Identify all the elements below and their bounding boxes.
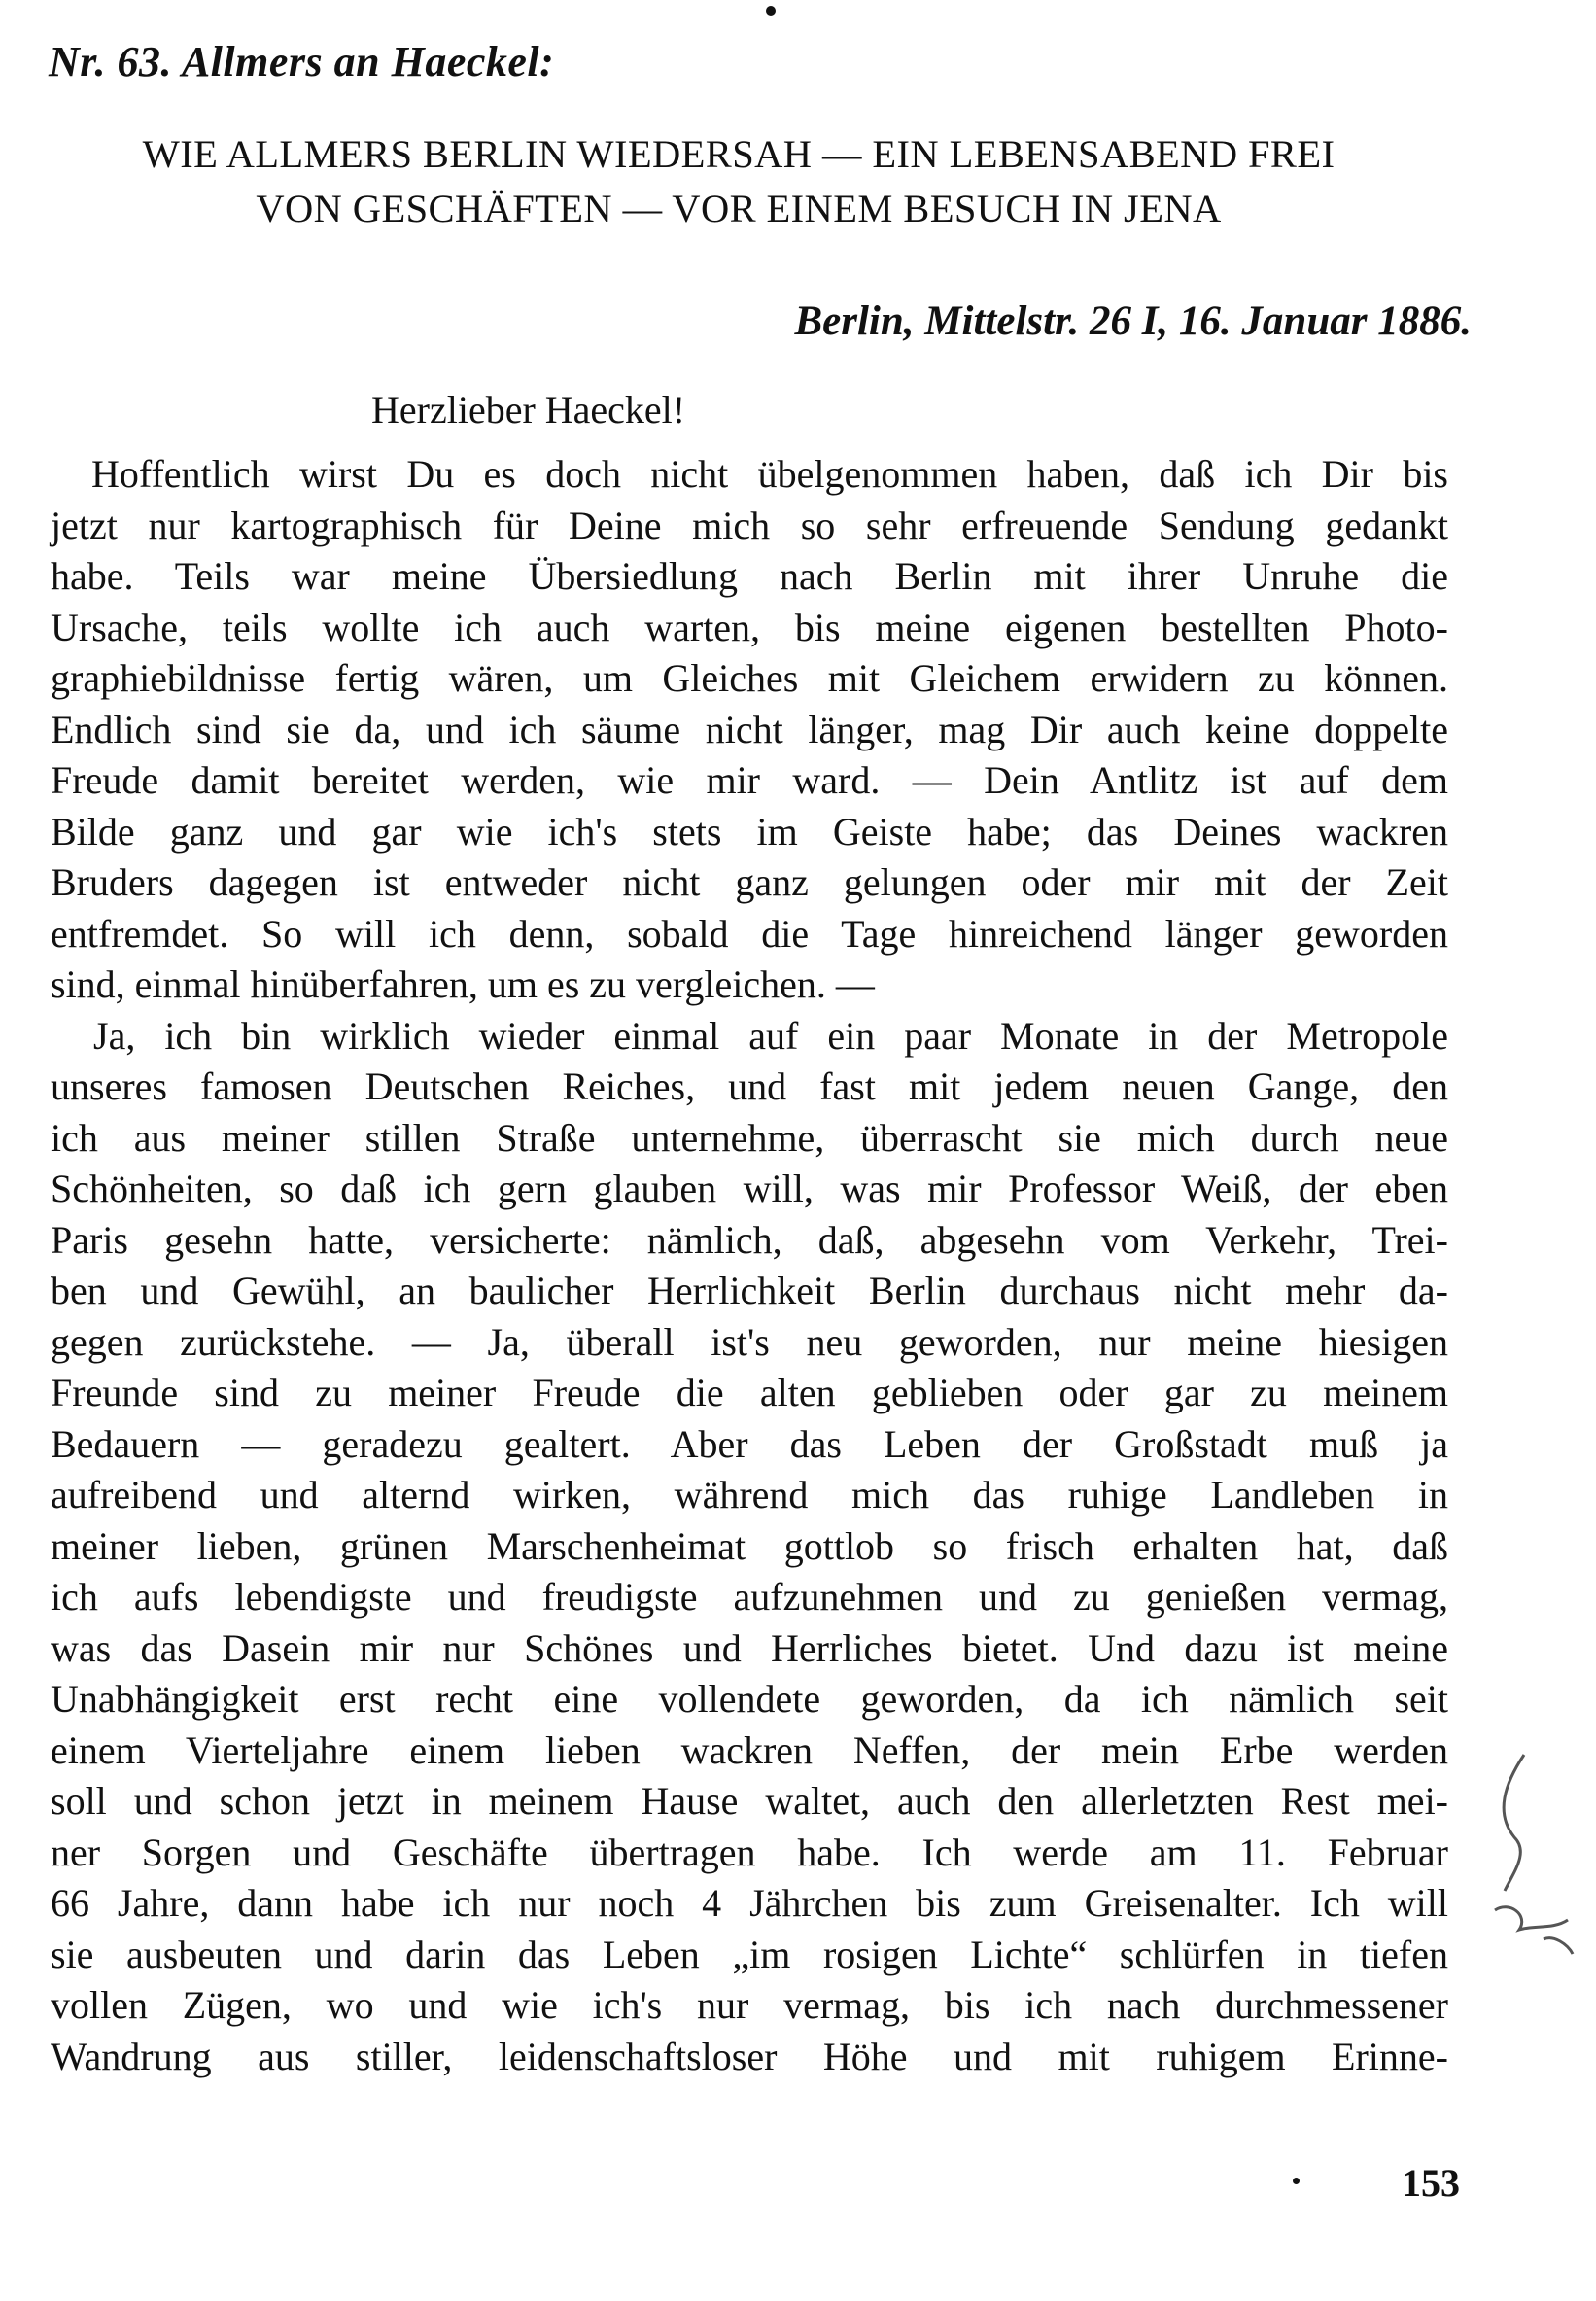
page-number: 153 — [1402, 2161, 1460, 2205]
letter-body — [51, 449, 1448, 2082]
body-line: Freunde sind zu meiner Freude die alten geblieben oder gar zu meinem — [51, 1371, 1448, 1414]
body-line: aufreibend und alternd wirken, während mich das ruhige Landleben in — [51, 1473, 1448, 1517]
body-line: ben und Gewühl, an baulicher Herrlichkeit Berlin durchaus nicht mehr da- — [51, 1269, 1448, 1312]
body-line: ich aufs lebendigste und freudigste aufzunehmen und zu genießen vermag, — [51, 1575, 1448, 1619]
body-line: Bedauern — geradezu gealtert. Aber das Leben der Großstadt muß ja — [51, 1421, 1448, 1466]
body-line: Wandrung aus stiller, leidenschaftsloser Höhe und mit ruhigem Erinne- — [51, 2034, 1448, 2078]
body-line: entfremdet. So will ich denn, sobald die Tage hinreichend länger geworden — [51, 911, 1448, 956]
body-line: vollen Zügen, wo und wie ich's nur vermag, bis ich nach durchmessener — [51, 1983, 1448, 2027]
ink-speck — [1293, 2178, 1300, 2184]
body-line: soll und schon jetzt in meinem Hause waltet, auch den allerletzten Rest mei- — [51, 1779, 1448, 1823]
body-line: meiner lieben, grünen Marschenheimat gottlob so frisch erhalten hat, daß — [51, 1523, 1448, 1568]
body-line: 66 Jahre, dann habe ich nur noch 4 Jährchen bis zum Greisenalter. Ich will — [51, 1881, 1448, 1925]
body-line: habe. Teils war meine Übersiedlung nach Berlin mit ihrer Unruhe die — [51, 554, 1448, 598]
handwritten-margin-mark — [1475, 1745, 1582, 1969]
body-line: ner Sorgen und Geschäfte übertragen habe. Ich werde am 11. Februar — [51, 1830, 1448, 1874]
body-line: Freude damit bereitet werden, wie mir ward. — Dein Antlitz ist auf dem — [51, 758, 1448, 802]
body-line: Unabhängigkeit erst recht eine vollendete geworden, da ich nämlich seit — [51, 1677, 1448, 1721]
body-line: Paris gesehn hatte, versicherte: nämlich, daß, abgesehn vom Verkehr, Trei- — [51, 1217, 1448, 1262]
body-line: sie ausbeuten und darin das Leben „im rosigen Lichte“ schlürfen in tiefen — [51, 1932, 1448, 1976]
body-line: Endlich sind sie da, und ich säume nicht länger, mag Dir auch keine doppelte — [51, 707, 1448, 751]
letter-dateline: Berlin, Mittelstr. 26 I, 16. Januar 1886. — [794, 298, 1472, 344]
body-line: Ja, ich bin wirklich wieder einmal auf ein paar Monate in der Metropole — [93, 1013, 1448, 1058]
body-line: gegen zurückstehe. — Ja, überall ist's neu geworden, nur meine hiesigen — [51, 1319, 1448, 1364]
body-line: Schönheiten, so daß ich gern glauben will, was mir Professor Weiß, der eben — [51, 1167, 1448, 1210]
body-line: einem Vierteljahre einem lieben wackren Neffen, der mein Erbe werden — [51, 1727, 1448, 1772]
body-line: jetzt nur kartographisch für Deine mich so sehr erfreuende Sendung gedankt — [51, 503, 1448, 547]
body-line: Ursache, teils wollte ich auch warten, bis meine eigenen bestellten Photo- — [51, 605, 1448, 649]
body-line: graphiebildnisse fertig wären, um Gleiches mit Gleichem erwidern zu können. — [51, 656, 1448, 700]
body-line: Bilde ganz und gar wie ich's stets im Geiste habe; das Deines wackren — [51, 809, 1448, 854]
body-line: Bruders dagegen ist entweder nicht ganz gelungen oder mir mit der Zeit — [51, 860, 1448, 904]
letter-heading: Nr. 63. Allmers an Haeckel: — [49, 38, 555, 86]
chapter-title-line-1: WIE ALLMERS BERLIN WIEDERSAH — EIN LEBENSABEND FREI — [142, 132, 1336, 176]
body-line: ich aus meiner stillen Straße unternehme, überrascht sie mich durch neue — [51, 1115, 1448, 1160]
letter-salutation: Herzlieber Haeckel! — [371, 388, 686, 432]
body-line: sind, einmal hinüberfahren, um es zu vergleichen. — — [51, 962, 875, 1006]
ink-speck — [766, 6, 776, 16]
body-line: Hoffentlich wirst Du es doch nicht übelgenommen haben, daß ich Dir bis — [91, 452, 1448, 496]
chapter-title-line-2: VON GESCHÄFTEN — VOR EINEM BESUCH IN JENA — [256, 187, 1222, 230]
body-line: was das Dasein mir nur Schönes und Herrliches bietet. Und dazu ist meine — [51, 1625, 1448, 1670]
body-line: unseres famosen Deutschen Reiches, und fast mit jedem neuen Gange, den — [51, 1064, 1448, 1108]
